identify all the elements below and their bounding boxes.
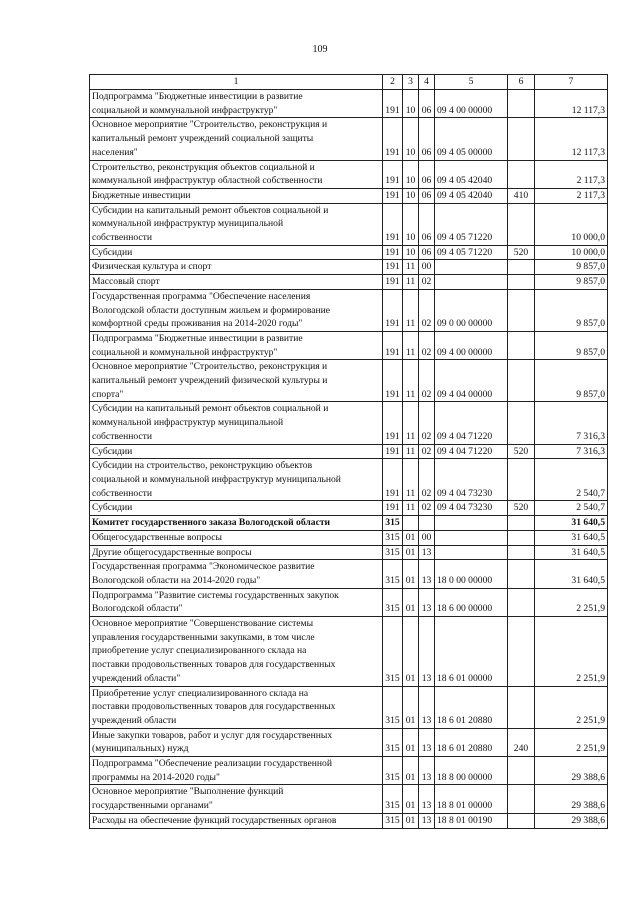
table-row xyxy=(90,260,608,275)
row-expense-type-cell xyxy=(508,516,535,531)
header-cell: 7 xyxy=(535,75,608,90)
table-row xyxy=(90,402,608,444)
table-row xyxy=(90,617,608,687)
row-expense-type-cell xyxy=(508,686,535,728)
row-name-cell: Субсидии на капитальный ремонт объектов социальной и коммунальной инфраструктур муниципальной собственности xyxy=(90,402,383,444)
row-target-article-cell: 09 4 04 71220 xyxy=(435,402,508,444)
row-ved-code-cell: 191 xyxy=(383,245,403,260)
row-section-cell: 11 xyxy=(403,331,419,359)
table-row xyxy=(90,545,608,560)
row-subsection-cell: 13 xyxy=(419,588,435,616)
table-row xyxy=(90,501,608,516)
row-section-cell: 11 xyxy=(403,402,419,444)
row-amount-cell: 31 640,5 xyxy=(535,545,608,560)
row-section-cell: 11 xyxy=(403,289,419,331)
row-name-cell: Субсидии xyxy=(90,444,383,459)
table-row xyxy=(90,530,608,545)
row-expense-type-cell xyxy=(508,459,535,501)
row-expense-type-cell: 240 xyxy=(508,728,535,756)
row-section-cell: 10 xyxy=(403,188,419,203)
row-expense-type-cell: 520 xyxy=(508,245,535,260)
row-name-cell: Субсидии на строительство, реконструкцию объектов социальной и коммунальной инфраструктур муниципальной собственности xyxy=(90,459,383,501)
row-section-cell: 11 xyxy=(403,444,419,459)
row-expense-type-cell: 410 xyxy=(508,188,535,203)
table-row xyxy=(90,245,608,260)
row-expense-type-cell: 520 xyxy=(508,501,535,516)
table-row xyxy=(90,90,608,118)
row-name-cell: Строительство, реконструкция объектов социальной и коммунальной инфраструктур областной собственности xyxy=(90,160,383,188)
table-body xyxy=(90,90,608,829)
row-name-cell: Государственная программа "Экономическое развитие Вологодской области на 2014-2020 годы" xyxy=(90,560,383,588)
table-row xyxy=(90,118,608,160)
row-target-article-cell: 09 4 00 00000 xyxy=(435,90,508,118)
row-section-cell: 10 xyxy=(403,160,419,188)
row-expense-type-cell xyxy=(508,118,535,160)
row-name-cell: Другие общегосударственные вопросы xyxy=(90,545,383,560)
row-amount-cell: 12 117,3 xyxy=(535,90,608,118)
table-row xyxy=(90,728,608,756)
row-expense-type-cell xyxy=(508,289,535,331)
row-subsection-cell: 02 xyxy=(419,360,435,402)
row-target-article-cell xyxy=(435,530,508,545)
row-target-article-cell xyxy=(435,516,508,531)
budget-table xyxy=(89,74,608,829)
row-expense-type-cell xyxy=(508,560,535,588)
table-row xyxy=(90,360,608,402)
row-name-cell: Основное мероприятие "Совершенствование системы управления государственными закупками, в том числе приобретение услуг специализированного склада на поставки продовольственных товаров для государственных учреждений области" xyxy=(90,617,383,687)
row-expense-type-cell xyxy=(508,617,535,687)
row-amount-cell: 9 857,0 xyxy=(535,360,608,402)
row-amount-cell: 31 640,5 xyxy=(535,530,608,545)
row-subsection-cell: 13 xyxy=(419,785,435,813)
row-target-article-cell: 18 6 00 00000 xyxy=(435,588,508,616)
row-section-cell: 01 xyxy=(403,757,419,785)
row-amount-cell: 2 117,3 xyxy=(535,188,608,203)
row-section-cell: 01 xyxy=(403,686,419,728)
header-cell: 3 xyxy=(403,75,419,90)
row-subsection-cell: 06 xyxy=(419,203,435,245)
row-expense-type-cell xyxy=(508,160,535,188)
row-amount-cell: 2 540,7 xyxy=(535,501,608,516)
row-ved-code-cell: 315 xyxy=(383,728,403,756)
row-amount-cell: 10 000,0 xyxy=(535,245,608,260)
row-amount-cell: 7 316,3 xyxy=(535,444,608,459)
row-section-cell: 11 xyxy=(403,459,419,501)
table-row xyxy=(90,813,608,828)
row-expense-type-cell xyxy=(508,757,535,785)
row-section-cell: 11 xyxy=(403,501,419,516)
row-target-article-cell: 18 6 01 00000 xyxy=(435,617,508,687)
header-cell: 1 xyxy=(90,75,383,90)
row-subsection-cell: 13 xyxy=(419,813,435,828)
row-target-article-cell: 18 8 00 00000 xyxy=(435,757,508,785)
row-section-cell: 01 xyxy=(403,617,419,687)
row-ved-code-cell: 191 xyxy=(383,260,403,275)
row-expense-type-cell: 520 xyxy=(508,444,535,459)
row-name-cell: Подпрограмма "Бюджетные инвестиции в развитие социальной и коммунальной инфраструктур" xyxy=(90,90,383,118)
row-ved-code-cell: 191 xyxy=(383,275,403,290)
row-subsection-cell: 13 xyxy=(419,757,435,785)
row-ved-code-cell: 315 xyxy=(383,545,403,560)
row-expense-type-cell xyxy=(508,530,535,545)
row-expense-type-cell xyxy=(508,813,535,828)
row-expense-type-cell xyxy=(508,260,535,275)
row-target-article-cell: 18 6 01 20880 xyxy=(435,686,508,728)
row-section-cell: 01 xyxy=(403,813,419,828)
row-subsection-cell: 13 xyxy=(419,560,435,588)
row-section-cell: 10 xyxy=(403,118,419,160)
row-ved-code-cell: 191 xyxy=(383,459,403,501)
row-amount-cell: 2 117,3 xyxy=(535,160,608,188)
row-subsection-cell: 06 xyxy=(419,188,435,203)
row-amount-cell: 9 857,0 xyxy=(535,331,608,359)
row-ved-code-cell: 191 xyxy=(383,331,403,359)
row-name-cell: Бюджетные инвестиции xyxy=(90,188,383,203)
row-target-article-cell: 09 4 04 73230 xyxy=(435,501,508,516)
row-subsection-cell: 02 xyxy=(419,331,435,359)
row-subsection-cell: 02 xyxy=(419,402,435,444)
table-header-row xyxy=(90,75,608,90)
row-section-cell: 10 xyxy=(403,90,419,118)
row-ved-code-cell: 315 xyxy=(383,516,403,531)
row-amount-cell: 31 640,5 xyxy=(535,560,608,588)
table-row xyxy=(90,275,608,290)
row-ved-code-cell: 191 xyxy=(383,289,403,331)
row-subsection-cell: 06 xyxy=(419,245,435,260)
table-row xyxy=(90,785,608,813)
row-section-cell: 11 xyxy=(403,360,419,402)
row-ved-code-cell: 191 xyxy=(383,160,403,188)
header-cell: 6 xyxy=(508,75,535,90)
row-target-article-cell xyxy=(435,545,508,560)
row-section-cell: 11 xyxy=(403,260,419,275)
row-ved-code-cell: 191 xyxy=(383,90,403,118)
row-subsection-cell: 06 xyxy=(419,118,435,160)
row-expense-type-cell xyxy=(508,360,535,402)
row-name-cell: Приобретение услуг специализированного склада на поставки продовольственных товаров для государственных учреждений области xyxy=(90,686,383,728)
row-target-article-cell: 18 8 01 00190 xyxy=(435,813,508,828)
row-amount-cell: 29 388,6 xyxy=(535,757,608,785)
row-section-cell: 01 xyxy=(403,560,419,588)
row-target-article-cell: 09 4 05 42040 xyxy=(435,160,508,188)
row-amount-cell: 10 000,0 xyxy=(535,203,608,245)
row-target-article-cell: 09 4 04 00000 xyxy=(435,360,508,402)
header-cell: 2 xyxy=(383,75,403,90)
table-row xyxy=(90,686,608,728)
row-expense-type-cell xyxy=(508,402,535,444)
row-name-cell: Общегосударственные вопросы xyxy=(90,530,383,545)
row-amount-cell: 9 857,0 xyxy=(535,260,608,275)
row-target-article-cell: 09 4 05 00000 xyxy=(435,118,508,160)
row-section-cell: 11 xyxy=(403,275,419,290)
row-name-cell: Основное мероприятие "Строительство, реконструкция и капитальный ремонт учреждений физической культуры и спорта" xyxy=(90,360,383,402)
row-name-cell: Расходы на обеспечение функций государственных органов xyxy=(90,813,383,828)
page-number: 109 xyxy=(312,44,328,55)
row-expense-type-cell xyxy=(508,545,535,560)
row-ved-code-cell: 191 xyxy=(383,118,403,160)
row-ved-code-cell: 191 xyxy=(383,444,403,459)
row-section-cell: 01 xyxy=(403,530,419,545)
row-amount-cell: 9 857,0 xyxy=(535,289,608,331)
row-subsection-cell: 00 xyxy=(419,260,435,275)
table-row xyxy=(90,188,608,203)
header-cell: 5 xyxy=(435,75,508,90)
table-row xyxy=(90,459,608,501)
row-subsection-cell: 02 xyxy=(419,275,435,290)
row-ved-code-cell: 191 xyxy=(383,188,403,203)
row-target-article-cell: 09 0 00 00000 xyxy=(435,289,508,331)
row-target-article-cell: 09 4 05 42040 xyxy=(435,188,508,203)
row-ved-code-cell: 315 xyxy=(383,757,403,785)
row-expense-type-cell xyxy=(508,203,535,245)
row-amount-cell: 2 540,7 xyxy=(535,459,608,501)
row-amount-cell: 2 251,9 xyxy=(535,617,608,687)
row-amount-cell: 2 251,9 xyxy=(535,686,608,728)
row-amount-cell: 29 388,6 xyxy=(535,785,608,813)
row-name-cell: Субсидии на капитальный ремонт объектов социальной и коммунальной инфраструктур муниципальной собственности xyxy=(90,203,383,245)
row-subsection-cell: 06 xyxy=(419,90,435,118)
row-expense-type-cell xyxy=(508,588,535,616)
row-ved-code-cell: 191 xyxy=(383,203,403,245)
row-subsection-cell: 02 xyxy=(419,289,435,331)
row-amount-cell: 7 316,3 xyxy=(535,402,608,444)
row-target-article-cell: 18 8 01 00000 xyxy=(435,785,508,813)
row-target-article-cell: 18 6 01 20880 xyxy=(435,728,508,756)
row-name-cell: Массовый спорт xyxy=(90,275,383,290)
table-row xyxy=(90,757,608,785)
row-section-cell xyxy=(403,516,419,531)
row-ved-code-cell: 315 xyxy=(383,617,403,687)
row-amount-cell: 9 857,0 xyxy=(535,275,608,290)
row-target-article-cell: 09 4 05 71220 xyxy=(435,203,508,245)
row-amount-cell: 29 388,6 xyxy=(535,813,608,828)
row-ved-code-cell: 191 xyxy=(383,402,403,444)
row-subsection-cell xyxy=(419,516,435,531)
row-target-article-cell: 09 4 04 73230 xyxy=(435,459,508,501)
row-amount-cell: 2 251,9 xyxy=(535,588,608,616)
table-row xyxy=(90,331,608,359)
row-ved-code-cell: 315 xyxy=(383,686,403,728)
row-subsection-cell: 06 xyxy=(419,160,435,188)
row-section-cell: 01 xyxy=(403,728,419,756)
table-row xyxy=(90,444,608,459)
row-ved-code-cell: 315 xyxy=(383,813,403,828)
table-row xyxy=(90,160,608,188)
row-target-article-cell xyxy=(435,260,508,275)
table-row xyxy=(90,516,608,531)
row-ved-code-cell: 315 xyxy=(383,588,403,616)
row-section-cell: 10 xyxy=(403,245,419,260)
row-name-cell: Подпрограмма "Бюджетные инвестиции в развитие социальной и коммунальной инфраструктур" xyxy=(90,331,383,359)
row-expense-type-cell xyxy=(508,785,535,813)
row-subsection-cell: 02 xyxy=(419,501,435,516)
row-subsection-cell: 02 xyxy=(419,459,435,501)
table-row xyxy=(90,289,608,331)
row-ved-code-cell: 315 xyxy=(383,530,403,545)
row-expense-type-cell xyxy=(508,331,535,359)
row-name-cell: Физическая культура и спорт xyxy=(90,260,383,275)
row-name-cell: Основное мероприятие "Выполнение функций государственными органами" xyxy=(90,785,383,813)
row-subsection-cell: 00 xyxy=(419,530,435,545)
row-ved-code-cell: 191 xyxy=(383,360,403,402)
row-amount-cell: 31 640,5 xyxy=(535,516,608,531)
row-ved-code-cell: 315 xyxy=(383,785,403,813)
row-ved-code-cell: 191 xyxy=(383,501,403,516)
row-name-cell: Субсидии xyxy=(90,501,383,516)
table-row xyxy=(90,560,608,588)
row-target-article-cell: 09 4 04 71220 xyxy=(435,444,508,459)
row-target-article-cell: 09 4 00 00000 xyxy=(435,331,508,359)
row-amount-cell: 2 251,9 xyxy=(535,728,608,756)
row-name-cell: Подпрограмма "Развитие системы государственных закупок Вологодской области" xyxy=(90,588,383,616)
row-name-cell: Иные закупки товаров, работ и услуг для государственных (муниципальных) нужд xyxy=(90,728,383,756)
row-subsection-cell: 13 xyxy=(419,728,435,756)
row-name-cell: Субсидии xyxy=(90,245,383,260)
table-row xyxy=(90,203,608,245)
row-subsection-cell: 13 xyxy=(419,617,435,687)
row-name-cell: Основное мероприятие "Строительство, реконструкция и капитальный ремонт учреждений социальной защиты населения" xyxy=(90,118,383,160)
row-subsection-cell: 13 xyxy=(419,686,435,728)
table-row xyxy=(90,588,608,616)
row-name-cell: Комитет государственного заказа Вологодской области xyxy=(90,516,383,531)
row-section-cell: 01 xyxy=(403,545,419,560)
row-name-cell: Государственная программа "Обеспечение населения Вологодской области доступным жильем и формирование комфортной среды проживания на 2014-2020 годы" xyxy=(90,289,383,331)
row-section-cell: 01 xyxy=(403,785,419,813)
row-section-cell: 01 xyxy=(403,588,419,616)
row-ved-code-cell: 315 xyxy=(383,560,403,588)
row-target-article-cell: 18 0 00 00000 xyxy=(435,560,508,588)
row-target-article-cell xyxy=(435,275,508,290)
row-expense-type-cell xyxy=(508,275,535,290)
row-amount-cell: 12 117,3 xyxy=(535,118,608,160)
row-subsection-cell: 02 xyxy=(419,444,435,459)
row-name-cell: Подпрограмма "Обеспечение реализации государственной программы на 2014-2020 годы" xyxy=(90,757,383,785)
row-target-article-cell: 09 4 05 71220 xyxy=(435,245,508,260)
row-subsection-cell: 13 xyxy=(419,545,435,560)
row-expense-type-cell xyxy=(508,90,535,118)
row-section-cell: 10 xyxy=(403,203,419,245)
header-cell: 4 xyxy=(419,75,435,90)
